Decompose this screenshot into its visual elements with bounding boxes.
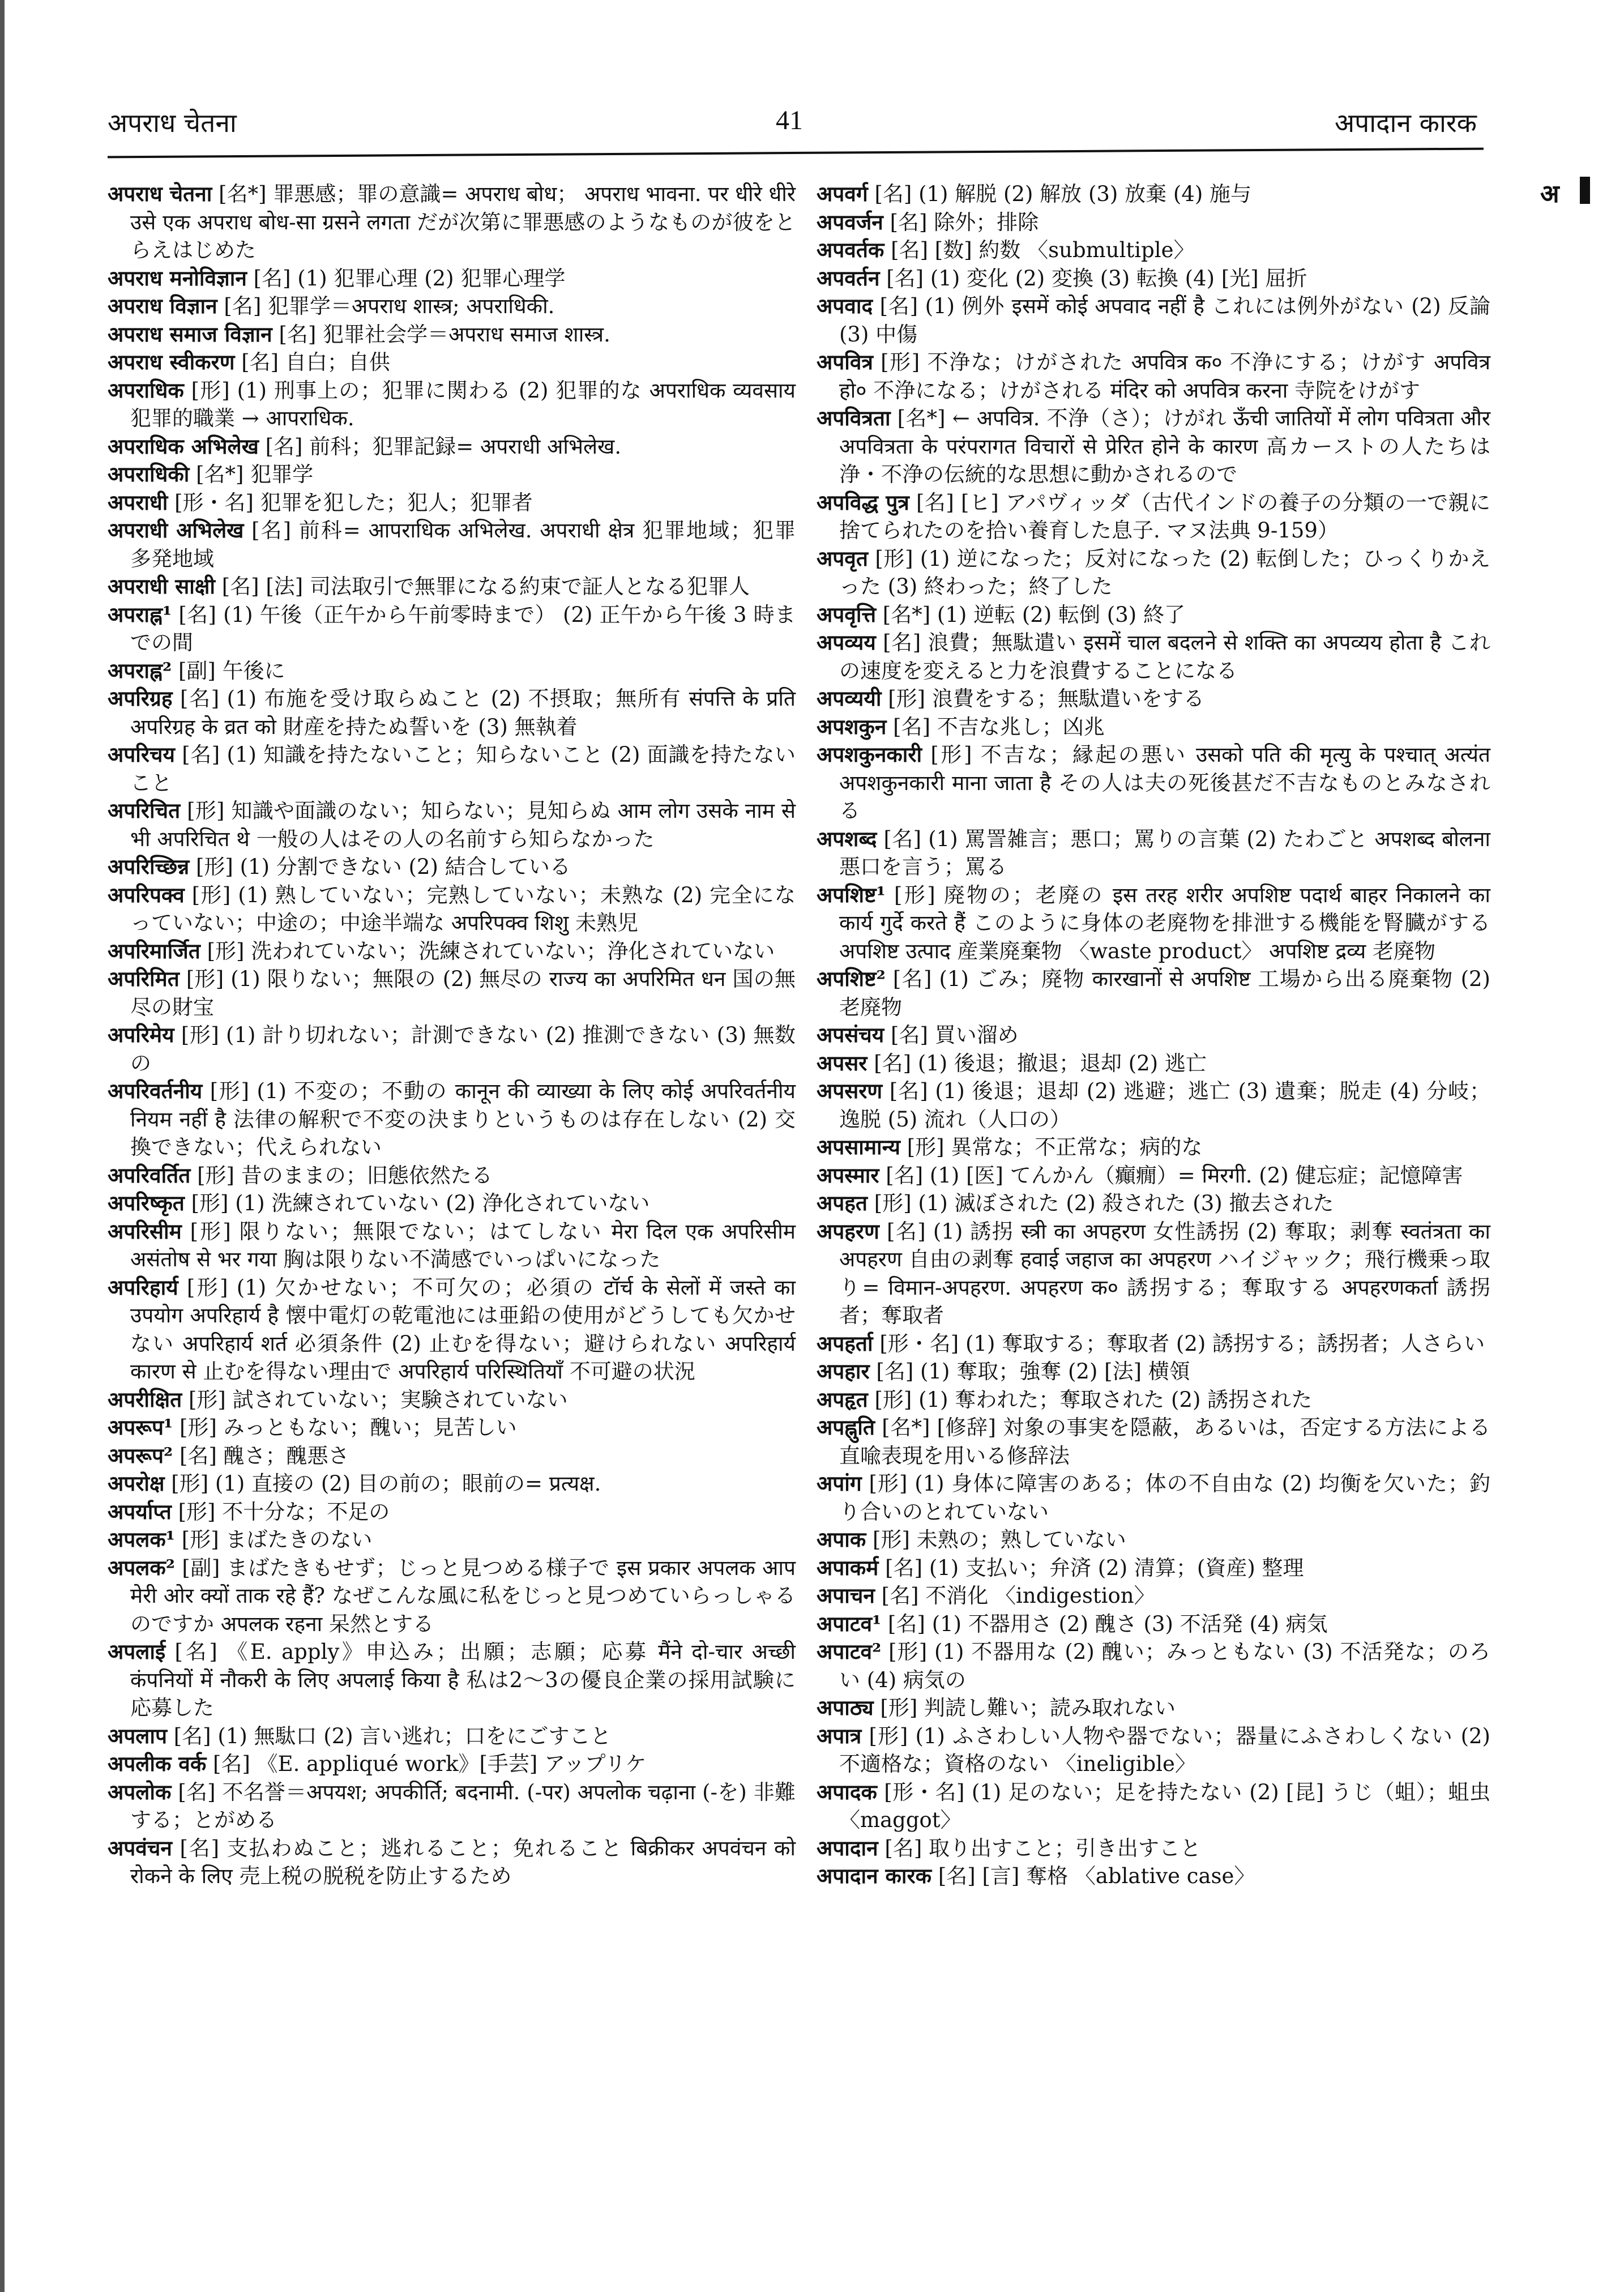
headword: अपव्ययी — [817, 686, 882, 711]
dictionary-entry — [108, 573, 796, 601]
definition: [形] (1) 身体に障害のある；体の不自由な (2) 均衡を欠いた；釣り合いのとれていない — [839, 1471, 1490, 1524]
definition: [名] (1) 支払い；弁済 (2) 清算；(資産) 整理 — [878, 1555, 1304, 1580]
dictionary-entry — [108, 1021, 796, 1077]
dictionary-entry — [817, 208, 1490, 237]
definition: [名] (1) [医] てんかん（癲癇）= मिरगी. (2) 健忘症；記憶障害 — [879, 1163, 1463, 1188]
headword: अपवर्तन — [817, 265, 880, 291]
headword: अपलक¹ — [108, 1527, 175, 1552]
definition: [名] [法] 司法取引で無罪になる約束で証人となる犯罪人 — [215, 574, 750, 599]
definition: [名] 犯罪学＝अपराध शास्त्र; अपराधिकी. — [217, 294, 555, 318]
dictionary-entry — [108, 1750, 796, 1778]
headword: अपराध मनोविज्ञान — [108, 265, 247, 291]
running-head-right: अपादान कारक — [1334, 108, 1477, 138]
dictionary-entry — [817, 348, 1490, 404]
dictionary-entry — [108, 1834, 796, 1890]
headword: अपरिमित — [108, 966, 180, 991]
headword: अपवृत्ति — [817, 601, 877, 627]
headword: अपरिसीम — [108, 1218, 182, 1244]
headword: अपराधी अभिलेख — [108, 518, 244, 543]
headword: अपरिष्कृत — [108, 1190, 185, 1215]
headword: अपरिग्रह — [108, 686, 173, 711]
definition: [形] (1) 不変の；不動の कानून की व्याख्या के लिए कोई अपरिवर्तनीय नियम नहीं है 法律の解釈で不変の決まりというものは存在しない (2) 交換できない；代えられない — [130, 1079, 796, 1159]
headword: अपसर — [817, 1050, 867, 1075]
dictionary-entry — [817, 404, 1490, 489]
dictionary-entry — [108, 881, 796, 937]
definition: [形・名] 犯罪を犯した；犯人；犯罪者 — [168, 490, 533, 515]
headword: अपराधिकी — [108, 462, 190, 486]
definition: [名] (1) 午後（正午から午前零時まで） (2) 正午から午後 3 時までの間 — [130, 602, 796, 655]
definition: [名] [数] 約数 〈submultiple〉 — [884, 238, 1195, 262]
definition: [形] (1) 奪われた；奪取された (2) 誘拐された — [867, 1387, 1313, 1412]
headword: अपराध विज्ञान — [108, 293, 217, 318]
definition: [形] (1) 直接の (2) 目の前の；眼前の= प्रत्यक्ष. — [164, 1471, 601, 1496]
dictionary-entry — [817, 1049, 1490, 1078]
definition: [副] まばたきもせず；じっと見つめる様子で इस प्रकार अपलक आप मेरी ओर क्यों ताक रहे हैं? なぜこんな風に私をじっと見つめていらっしゃるのですか अपलक रहना 呆然とする — [130, 1555, 796, 1636]
dictionary-entry — [817, 1330, 1490, 1358]
headword: अपहार — [817, 1359, 870, 1384]
dictionary-entry — [817, 264, 1490, 293]
headword: अपराध चेतना — [108, 181, 212, 206]
definition: [形] 浪費をする；無駄遣いをする — [881, 686, 1204, 711]
headword: अपस्मार — [817, 1162, 879, 1188]
dictionary-entry — [108, 1274, 796, 1386]
dictionary-entry — [108, 1218, 796, 1274]
dictionary-entry — [817, 629, 1490, 685]
headword: अपाकर्म — [817, 1555, 879, 1580]
dictionary-entry — [817, 1638, 1490, 1694]
headword: अपाटव² — [817, 1639, 882, 1664]
definition: [形] (1) 洗練されていない (2) 浄化されていない — [184, 1191, 650, 1215]
dictionary-entry — [108, 1470, 796, 1498]
dictionary-entry — [108, 1162, 796, 1190]
headword: अपशिष्ट² — [817, 966, 886, 991]
headword: अपाक — [817, 1527, 866, 1552]
definition: [名] 取り出すこと；引き出すこと — [878, 1836, 1202, 1860]
dictionary-entry — [817, 1386, 1490, 1414]
definition: [形] 洗われていない；洗練されていない；浄化されていない — [200, 938, 775, 963]
headword: अपशिष्ट¹ — [817, 882, 886, 907]
headword: अपवित्र — [817, 349, 873, 374]
headword: अपसामान्य — [817, 1134, 900, 1159]
dictionary-entry — [108, 685, 796, 741]
dictionary-entry — [817, 1582, 1490, 1610]
headword: अपव्यय — [817, 630, 876, 655]
dictionary-entry — [817, 825, 1490, 881]
headword: अपरिच्छिन्न — [108, 854, 190, 879]
definition: [形] 昔のままの；旧態依然たる — [190, 1163, 493, 1188]
dictionary-entry — [817, 545, 1490, 601]
headword: अपलक² — [108, 1555, 175, 1580]
headword: अपवर्जन — [817, 209, 883, 234]
dictionary-entry — [817, 489, 1490, 545]
definition: [形] 異常な；不正常な；病的な — [900, 1135, 1203, 1159]
headword: अपह्नुति — [817, 1415, 875, 1440]
dictionary-entry — [108, 489, 796, 517]
headword: अपराध समाज विज्ञान — [108, 321, 272, 347]
definition: [名] (1) 奪取；強奪 (2) [法] 横領 — [869, 1359, 1190, 1384]
definition: [名] (1) 不器用さ (2) 醜さ (3) 不活発 (4) 病気 — [881, 1611, 1328, 1636]
dictionary-entry — [817, 1778, 1490, 1834]
headword: अपवर्तक — [817, 237, 884, 262]
dictionary-entry — [817, 1414, 1490, 1470]
dictionary-entry — [108, 1498, 796, 1526]
definition: [名*] [修辞] 対象の事実を隠蔽，あるいは，否定する方法による直喩表現を用いる修辞法 — [839, 1415, 1490, 1468]
definition: [形] (1) ふさわしい人物や器でない；器量にふさわしくない (2) 不適格な；資格のない 〈ineligible〉 — [839, 1723, 1490, 1776]
scan-edge — [0, 0, 5, 2292]
dictionary-entry — [817, 1694, 1490, 1722]
definition: [名] (1) 布施を受け取らぬこと (2) 不摂取；無所有 संपत्ति के प्रति अपरिग्रह के व्रत को 財産を持たぬ誓いを (3) 無執着 — [130, 686, 796, 739]
definition: [名] 犯罪社会学＝अपराध समाज शास्त्र. — [272, 322, 610, 347]
definition: [形・名] (1) 足のない；足を持たない (2) [昆] うじ（蛆）；蛆虫 〈maggot〉 — [839, 1779, 1490, 1832]
dictionary-entry — [108, 321, 796, 349]
headword: अपहृत — [817, 1386, 868, 1412]
dictionary-entry — [108, 433, 796, 461]
headword: अपशब्द — [817, 826, 877, 851]
headword: अपलीक वर्क — [108, 1751, 207, 1776]
definition: [名] 醜さ；醜悪さ — [173, 1443, 349, 1468]
dictionary-entry — [108, 937, 796, 966]
headword: अपाचन — [817, 1583, 875, 1608]
headword: अपहत — [817, 1190, 868, 1215]
definition: [形] みっともない；醜い；見苦しい — [173, 1415, 517, 1440]
dictionary-entry — [108, 1077, 796, 1162]
definition: [名*] ← अपवित्र. 不浄（さ）；けがれ ऊँची जातियों में लोग पवित्रता और अपवित्रता के परंपरागत विचारों से प्रेरित होने के कारण 高カーストの人たちは浄・不浄の伝統的な思想に動かされるので — [839, 406, 1490, 486]
dictionary-entry — [108, 292, 796, 321]
definition: [名] 買い溜め — [884, 1023, 1019, 1047]
dictionary-entry — [817, 1526, 1490, 1554]
headword: अपादान कारक — [817, 1863, 932, 1888]
dictionary-entry — [108, 1554, 796, 1638]
headword: अपादक — [817, 1779, 877, 1804]
definition: [名] (1) 例外 इसमें कोई अपवाद नहीं है これには例外がない (2) 反論 (3) 中傷 — [839, 294, 1490, 347]
headword: अपहरण — [817, 1218, 879, 1244]
headword: अपराधिक — [108, 377, 184, 403]
definition: [名] 不消化 〈indigestion〉 — [874, 1584, 1155, 1608]
page-number: 41 — [776, 105, 803, 135]
definition: [名] [言] 奪格 〈ablative case〉 — [931, 1864, 1255, 1888]
headword: अपरिवर्तित — [108, 1162, 191, 1188]
headword: अपराध स्वीकरण — [108, 349, 235, 374]
definition: [名] (1) 後退；撤退；退却 (2) 逃亡 — [867, 1051, 1207, 1075]
headword: अपरिमेय — [108, 1022, 174, 1047]
definition: [名] (1) 犯罪心理 (2) 犯罪心理学 — [246, 266, 566, 291]
dictionary-entry — [817, 741, 1490, 825]
headword: अपशकुनकारी — [817, 742, 922, 767]
definition: [名] 除外；排除 — [883, 210, 1039, 234]
dictionary-entry — [817, 1162, 1490, 1190]
definition: [名] (1) 変化 (2) 変換 (3) 転換 (4) [光] 屈折 — [879, 266, 1307, 291]
headword: अपराह्न¹ — [108, 601, 172, 627]
definition: [名] 不吉な兆し；凶兆 — [886, 714, 1105, 739]
headword: अपरूप² — [108, 1442, 173, 1468]
definition: [名*] (1) 逆転 (2) 転倒 (3) 終了 — [876, 602, 1185, 627]
dictionary-entry — [108, 601, 796, 657]
dictionary-entry — [817, 1862, 1490, 1890]
left-column — [108, 180, 796, 1890]
headword: अपरिचय — [108, 742, 175, 767]
dictionary-entry — [817, 1834, 1490, 1863]
definition: [名] 不名誉＝अपयश; अपकीर्ति; बदनामी. (-पर) अपलोक चढ़ाना (-を) 非難する；とがめる — [130, 1779, 796, 1832]
headword: अपाठ्य — [817, 1695, 874, 1720]
definition: [形・名] (1) 奪取する；奪取者 (2) 誘拐する；誘拐者；人さらい — [873, 1331, 1485, 1356]
headword: अपात्र — [817, 1723, 862, 1748]
headword: अपविद्ध पुत्र — [817, 489, 909, 515]
definition: [形] 知識や面識のない；知らない；見知らぬ आम लोग उसके नाम से भी अपरिचित थे 一般の人はその人の名前すら知らなかった — [130, 799, 796, 851]
dictionary-entry — [817, 1133, 1490, 1162]
definition: [名] (1) ごみ；廃物 कारखानों से अपशिष्ट 工場から出る廃棄物 (2) 老廃物 — [839, 967, 1490, 1019]
dictionary-entry — [108, 460, 796, 489]
headword: अपराह्न² — [108, 658, 172, 683]
definition: [名*] 罪悪感；罪の意識= अपराध बोध； अपराध भावना. पर धीरे धीरे उसे एक अपराध बोध-सा ग्रसने लगता だが次第に罪悪感のようなものが彼をとらえはじめた — [130, 182, 796, 262]
headword: अपलोक — [108, 1779, 172, 1804]
running-head-left: अपराध चेतना — [108, 108, 237, 138]
dictionary-entry — [108, 1189, 796, 1218]
dictionary-entry — [817, 713, 1490, 741]
definition: [名] (1) 解脱 (2) 解放 (3) 放棄 (4) 施与 — [867, 182, 1252, 206]
headword: अपरिचित — [108, 798, 181, 823]
headword: अपर्याप्त — [108, 1499, 172, 1524]
dictionary-entry — [817, 1470, 1490, 1526]
dictionary-entry — [817, 1554, 1490, 1582]
headword: अपलाई — [108, 1639, 166, 1664]
dictionary-entry — [108, 1526, 796, 1554]
definition: [名] 《E. apply》申込み；出願；志願；応募 मैंने दो-चार अच्छी कंपनियों में नौकरी के लिए अपलाई किया है 私は2〜3の優良企業の採用試験に応募した — [130, 1640, 796, 1720]
headword: अपवर्ग — [817, 181, 868, 206]
headword: अपरीक्षित — [108, 1386, 182, 1412]
dictionary-entry — [108, 180, 796, 264]
thumb-index-bar — [1580, 177, 1590, 204]
definition: [名] (1) 後退；退却 (2) 逃避；逃亡 (3) 遺棄；脱走 (4) 分岐；逸脱 (5) 流れ（人口の） — [839, 1079, 1490, 1132]
thumb-index-letter: अ — [1540, 180, 1559, 208]
definition: [形] 判読し難い；読み取れない — [873, 1696, 1176, 1720]
dictionary-entry — [108, 965, 796, 1021]
dictionary-entry — [108, 377, 796, 433]
definition: [形] 不十分な；不足の — [171, 1499, 390, 1524]
headword: अपवंचन — [108, 1835, 172, 1860]
dictionary-entry — [108, 517, 796, 573]
dictionary-entry — [108, 1778, 796, 1834]
definition: [形] (1) 不器用な (2) 醜い；みっともない (3) 不活発な；のろい (4) 病気の — [839, 1640, 1490, 1692]
definition: [形] (1) 分割できない (2) 結合している — [189, 855, 571, 879]
dictionary-entry — [817, 1218, 1490, 1330]
headword: अपलाप — [108, 1723, 167, 1748]
definition: [形] 不吉な；縁起の悪い उसको पति की मृत्यु के पश्चात् अत्यंत अपशकुनकारी माना जाता है その人は夫の死後甚だ不吉なものとみなされる — [839, 742, 1490, 823]
headword: अपरोक्ष — [108, 1471, 165, 1496]
headword: अपराधी साक्षी — [108, 574, 215, 599]
dictionary-entry — [817, 1610, 1490, 1638]
dictionary-entry — [108, 657, 796, 685]
headword: अपरिहार्य — [108, 1274, 178, 1300]
headword: अपरिपक्व — [108, 882, 185, 907]
definition: [名] 《E. appliqué work》[手芸] アップリケ — [206, 1752, 647, 1776]
definition: [形] 未熟の；熟していない — [866, 1527, 1126, 1552]
dictionary-entry — [817, 881, 1490, 966]
definition: [形] 試されていない；実験されていない — [182, 1387, 568, 1412]
dictionary-entry — [108, 797, 796, 853]
definition: [名] (1) 知識を持たないこと；知らないこと (2) 面識を持たないこと — [130, 742, 796, 795]
dictionary-entry — [817, 1077, 1490, 1133]
definition: [名] [ヒ] アパヴィッダ（古代インドの養子の分類の一で親に捨てられたのを拾い養育した息子. マヌ法典 9-159） — [839, 490, 1491, 543]
dictionary-entry — [817, 965, 1490, 1021]
dictionary-entry — [108, 348, 796, 377]
headword: अपांग — [817, 1471, 862, 1496]
dictionary-entry — [108, 1442, 796, 1470]
dictionary-entry — [108, 1386, 796, 1414]
dictionary-entry — [817, 236, 1490, 264]
dictionary-entry — [108, 1414, 796, 1442]
headword: अपरूप¹ — [108, 1415, 173, 1440]
headword: अपरिवर्तनीय — [108, 1078, 203, 1103]
dictionary-entry — [108, 741, 796, 797]
definition: [名] 浪費；無駄遣い इसमें चाल बदलने से शक्ति का अपव्यय होता है これの速度を変えると力を浪費することになる — [839, 630, 1490, 683]
dictionary-entry — [108, 853, 796, 881]
dictionary-entry — [817, 1722, 1490, 1778]
headword: अपशकुन — [817, 714, 887, 739]
dictionary-entry — [817, 601, 1490, 629]
dictionary-entry — [817, 1021, 1490, 1049]
headword: अपवाद — [817, 293, 873, 318]
headword: अपराधिक अभिलेख — [108, 433, 259, 459]
headword: अपराधी — [108, 489, 168, 515]
headword: अपादान — [817, 1835, 878, 1860]
definition: [形] (1) 滅ぼされた (2) 殺された (3) 撤去された — [867, 1191, 1334, 1215]
dictionary-entry — [817, 292, 1490, 348]
definition: [形] 不浄な；けがされた अपवित्र क० 不浄にする；けがす अपवित्र हो० 不浄になる；けがされる मंदिर को अपवित्र करना 寺院をけがす — [839, 350, 1490, 403]
definition: [形] 限りない；無限でない；はてしない मेरा दिल एक अपरिसीम असंतोष से भर गया 胸は限りない不満感でいっぱいになった — [130, 1219, 796, 1271]
definition: [形] 廃物の；老廃の इस तरह शरीर अपशिष्ट पदार्थ बाहर निकालने का कार्य गुर्दे करते हैं このように身体の老廃物を排泄する機能を腎臓がする अपशिष्ट उत्पाद 産業廃棄物 〈waste product〉 अपशिष्ट द्रव्य 老廃物 — [839, 882, 1490, 963]
definition: [名] 自白；自供 — [234, 350, 390, 374]
headword: अपाटव¹ — [817, 1611, 882, 1636]
definition: [形] (1) 計り切れない；計測できない (2) 推測できない (3) 無数の — [130, 1023, 796, 1075]
headword: अपवित्रता — [817, 406, 891, 430]
definition: [形] まばたきのない — [175, 1527, 373, 1552]
headword: अपवृत — [817, 545, 868, 571]
definition: [形] (1) 逆になった；反対になった (2) 転倒した；ひっくりかえった (3) 終わった；終了した — [839, 546, 1490, 599]
headword: अपरिमार्जित — [108, 938, 200, 963]
dictionary-entry — [817, 685, 1490, 713]
definition: [名] (1) 罵詈雑言；悪口；罵りの言葉 (2) たわごと अपशब्द बोलना 悪口を言う；罵る — [839, 826, 1490, 879]
definition: [形] (1) 刑事上の；犯罪に関わる (2) 犯罪的な अपराधिक व्यवसाय 犯罪的職業 → आपराधिक. — [130, 378, 796, 430]
definition: [名*] 犯罪学 — [189, 462, 314, 486]
headword: अपसंचय — [817, 1022, 884, 1047]
headword: अपहर्ता — [817, 1330, 873, 1356]
definition: [名] 前科= आपराधिक अभिलेख. अपराधी क्षेत्र 犯罪地域；犯罪多発地域 — [130, 518, 796, 571]
right-column — [817, 180, 1490, 1890]
headword: अपसरण — [817, 1078, 883, 1103]
definition: [名] 支払わぬこと；逃れること；免れること बिक्रीकर अपवंचन को रोकने के लिए 売上税の脱税を防止するため — [130, 1836, 796, 1888]
definition: [形] (1) 熟していない；完熟していない；未熟な (2) 完全になっていない；中途の；中途半端な अपरिपक्व शिशु 未熟児 — [130, 882, 796, 935]
definition: [名] 前科；犯罪記録= अपराधी अभिलेख. — [258, 434, 622, 459]
dictionary-entry — [108, 1638, 796, 1722]
definition: [名] (1) 無駄口 (2) 言い逃れ；口をにごすこと — [166, 1723, 612, 1748]
definition: [形] (1) 欠かせない；不可欠の；必須の टॉर्च के सेलों में जस्ते का उपयोग अपरिहार्य है 懐中電灯の乾電池には亜鉛の使用がどうしても欠かせない अपरिहार्य शर्त 必須条件 (2) 止むを得ない；避けられない अपरिहार्य कारण से 止むを得ない理由で अपरिहार्य परिस्थितियाँ 不可避の状況 — [130, 1275, 796, 1384]
dictionary-entry — [817, 180, 1490, 208]
dictionary-entry — [108, 264, 796, 293]
definition: [名] (1) 誘拐 स्त्री का अपहरण 女性誘拐 (2) 奪取；剥奪 स्वतंत्रता का अपहरण 自由の剥奪 हवाई जहाज का अपहरण ハイジャック；飛行機乗っ取り= विमान-अपहरण. अपहरण क० 誘拐する；奪取する अपहरणकर्ता 誘拐者；奪取者 — [839, 1219, 1490, 1328]
dictionary-entry — [108, 1722, 796, 1751]
definition: [形] (1) 限りない；無限の (2) 無尽の राज्य का अपरिमित धन 国の無尽の財宝 — [130, 967, 796, 1019]
dictionary-entry — [817, 1358, 1490, 1386]
header-rule — [108, 148, 1484, 159]
dictionary-entry — [817, 1189, 1490, 1218]
definition: [副] 午後に — [172, 658, 285, 683]
